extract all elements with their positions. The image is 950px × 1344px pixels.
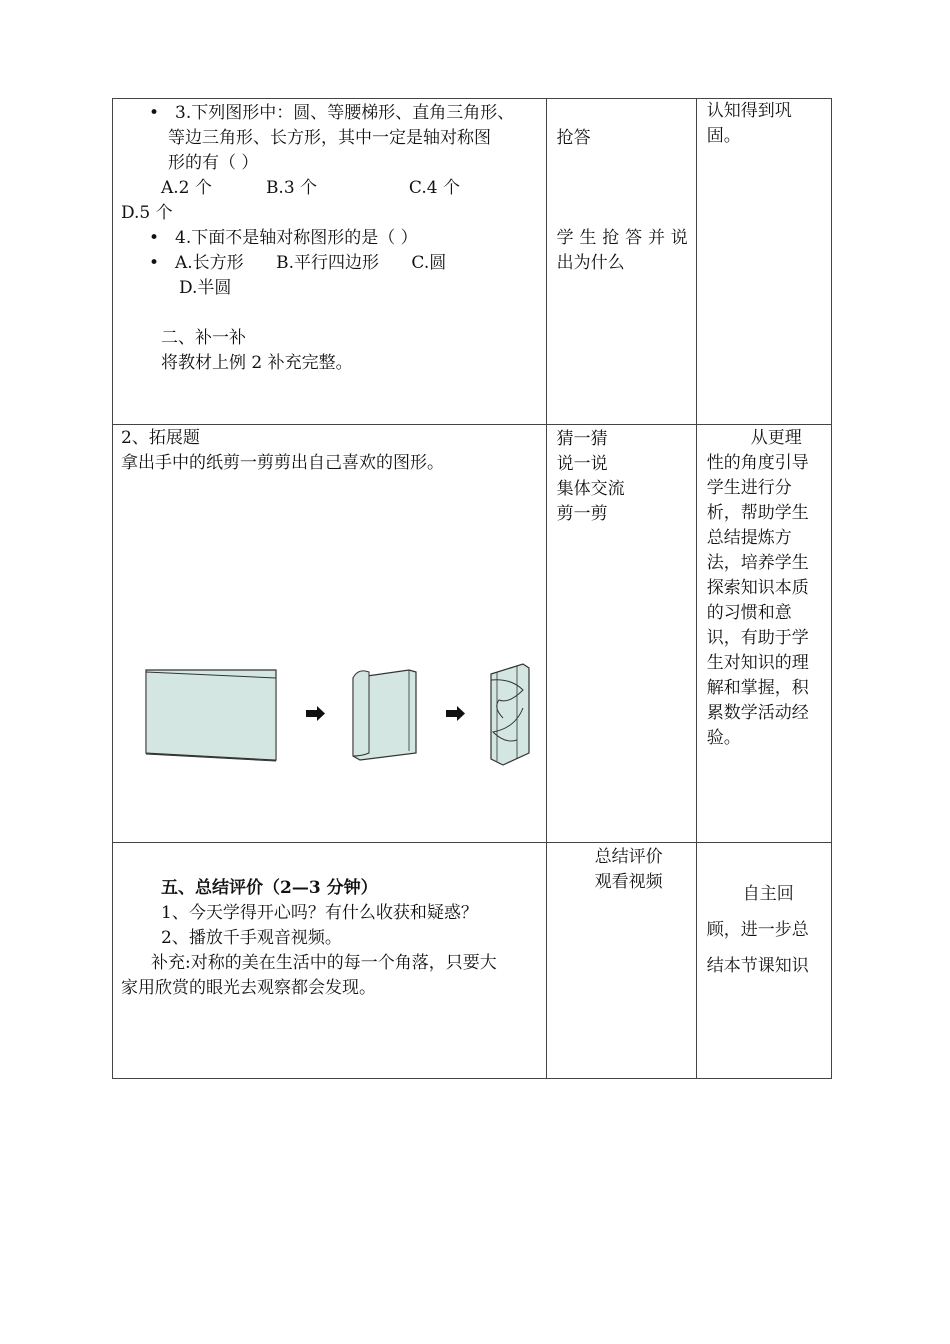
student-activity-cell — [546, 843, 696, 1079]
intent-line: 自主回 — [742, 884, 794, 904]
intent-line2: 固。 — [706, 126, 741, 146]
cut-paper-image — [491, 664, 529, 765]
table-row — [113, 843, 832, 1079]
extension-text: 拿出手中的纸剪一剪剪出自己喜欢的图形。 — [121, 453, 444, 473]
folded-paper-image — [146, 670, 276, 761]
summary-cell — [113, 843, 547, 1079]
intent-line: 解和掌握，积 — [706, 678, 809, 698]
intent-line1: 认知得到巩 — [706, 101, 792, 121]
double-folded-paper-image — [353, 670, 416, 760]
arrow-right-icon — [446, 706, 465, 721]
activity-summary: 总结评价 — [594, 847, 663, 867]
intent-line: 识，有助于学 — [706, 628, 809, 648]
summary-item1: 1、今天学得开心吗？有什么收获和疑惑？ — [161, 903, 478, 923]
summary-title: 五、总结评价（2—3 分钟） — [161, 878, 378, 898]
activity-answer-line1: 学生抢答并说 — [556, 228, 688, 248]
intent-line: 学生进行分 — [706, 478, 792, 498]
student-activity-cell — [546, 99, 696, 425]
paper-folding-figure — [113, 648, 546, 788]
q4-line1: • 4.下面不是轴对称图形的是（ ） — [113, 226, 546, 251]
design-intent-cell — [696, 425, 831, 843]
activity-video: 观看视频 — [594, 872, 663, 892]
table-row — [113, 99, 832, 425]
design-intent-cell — [696, 99, 831, 425]
q4-line3: D.半圆 — [179, 278, 232, 298]
intent-line: 析，帮助学生 — [706, 503, 809, 523]
activity-say: 说一说 — [556, 454, 608, 474]
activity-discuss: 集体交流 — [556, 479, 625, 499]
intent-line: 的习惯和意 — [706, 603, 792, 623]
q4-line2: • A.长方形 B.平行四边形 C.圆 — [113, 251, 546, 276]
activity-guess: 猜一猜 — [556, 429, 608, 449]
q3-options: A.2 个 B.3 个 C.4 个 — [161, 178, 460, 198]
lesson-plan-table — [112, 98, 832, 1079]
q3-line2: 等边三角形、长方形，其中一定是轴对称图 — [168, 128, 491, 148]
intent-line: 性的角度引导 — [706, 453, 809, 473]
intent-line: 结本节课知识 — [706, 956, 809, 976]
activity-answer-line2: 出为什么 — [556, 253, 625, 273]
intent-line: 顾，进一步总 — [706, 920, 809, 940]
intent-line: 探索知识本质 — [706, 578, 809, 598]
intent-line: 法，培养学生 — [706, 553, 809, 573]
student-activity-cell — [546, 425, 696, 843]
intent-line: 从更理 — [750, 428, 802, 448]
section-title: 二、补一补 — [161, 328, 246, 348]
exercise-cell — [113, 99, 547, 425]
arrow-right-icon — [306, 706, 325, 721]
summary-item2: 2、播放千手观音视频。 — [161, 928, 342, 948]
q3-line3: 形的有（ ） — [168, 153, 259, 173]
section-text: 将教材上例 2 补充完整。 — [161, 353, 353, 373]
intent-line: 总结提炼方 — [706, 528, 792, 548]
q3-line1: • 3.下列图形中：圆、等腰梯形、直角三角形、 — [113, 101, 546, 126]
table-row — [113, 425, 832, 843]
activity-answer: 抢答 — [556, 128, 591, 148]
design-intent-cell — [696, 843, 831, 1079]
intent-line: 生对知识的理 — [706, 653, 809, 673]
summary-supplement-line2: 家用欣赏的眼光去观察都会发现。 — [121, 978, 376, 998]
q3-option-d: D.5 个 — [121, 203, 173, 223]
extension-title: 2、拓展题 — [121, 428, 200, 448]
extension-cell — [113, 425, 547, 843]
activity-cut: 剪一剪 — [556, 504, 608, 524]
summary-supplement-line1: 补充:对称的美在生活中的每一个角落，只要大 — [151, 953, 497, 973]
intent-line: 验。 — [706, 728, 741, 748]
intent-line: 累数学活动经 — [706, 703, 809, 723]
